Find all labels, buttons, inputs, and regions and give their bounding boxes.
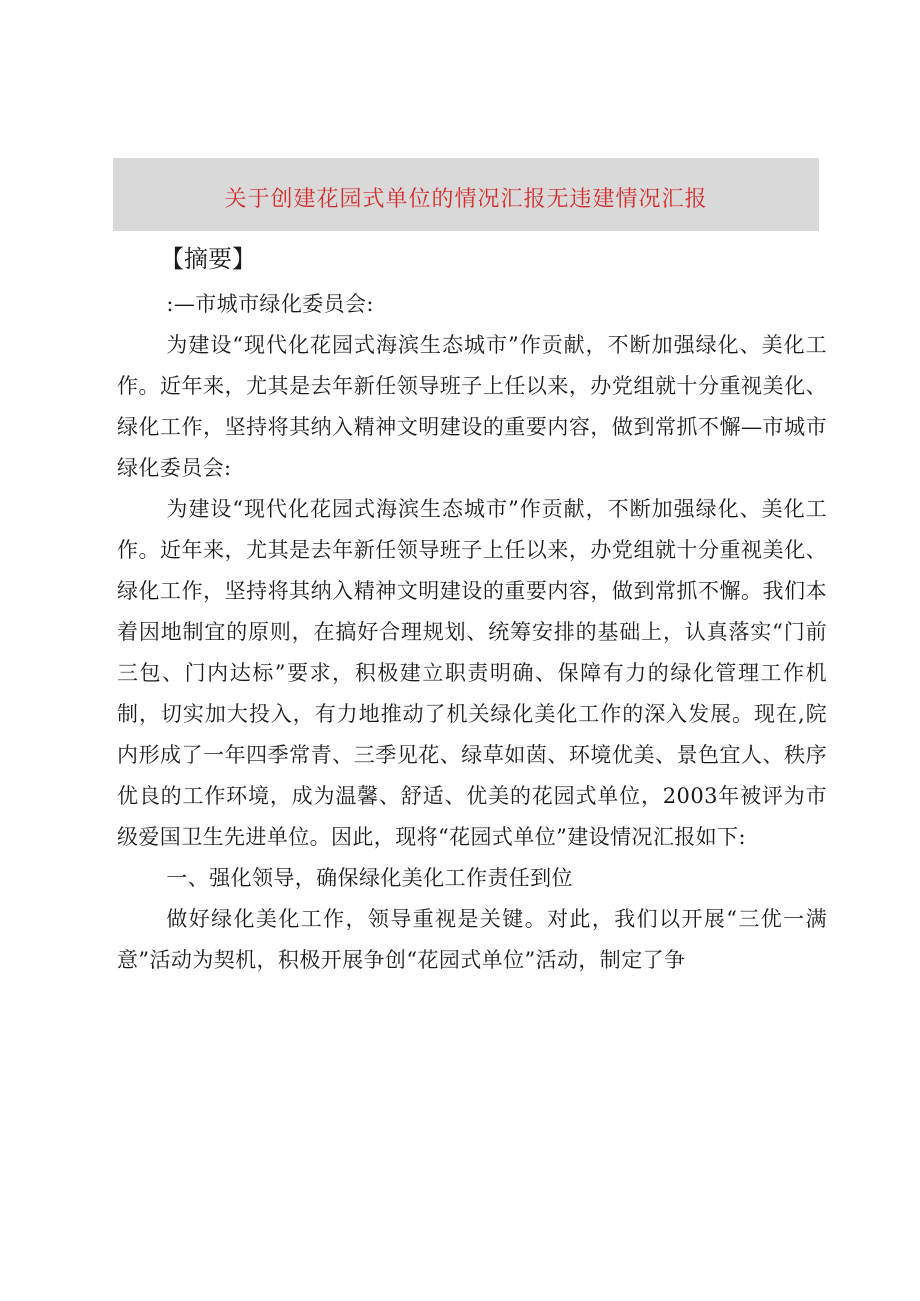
paragraph-section-1: 做好绿化美化工作，领导重视是关键。对此，我们以开展“三优一满意”活动为契机，积极开展争创“花园式单位”活动，制定了争	[117, 907, 827, 972]
paragraph-salutation: :—市城市绿化委员会:	[166, 292, 374, 316]
document-body	[117, 284, 827, 981]
title-band	[113, 158, 819, 231]
section-heading-1: 一、强化领导，确保绿化美化工作责任到位	[166, 866, 573, 890]
paragraph-main: 为建设“现代化花园式海滨生态城市”作贡献，不断加强绿化、美化工作。近年来，尤其是去年新任领导班子上任以来，办党组就十分重视美化、绿化工作，坚持将其纳入精神文明建设的重要内容，做到常抓不懈。我们本着因地制宜的原则，在搞好合理规划、统筹安排的基础上，认真落实“门前三包、门内达标”要求，积极建立职责明确、保障有力的绿化管理工作机制，切实加大投入，有力地推动了机关绿化美化工作的深入发展。现在,院内形成了一年四季常青、三季见花、绿草如茵、环境优美、景色宜人、秩序优良的工作环境，成为温馨、舒适、优美的花园式单位，2003年被评为市级爱国卫生先进单位。因此，现将“花园式单位”建设情况汇报如下:	[117, 497, 827, 849]
paragraph-intro: 为建设“现代化花园式海滨生态城市”作贡献，不断加强绿化、美化工作。近年来，尤其是去年新任领导班子上任以来，办党组就十分重视美化、绿化工作，坚持将其纳入精神文明建设的重要内容，做到常抓不懈—市城市绿化委员会:	[117, 333, 827, 480]
document-title: 关于创建花园式单位的情况汇报无违建情况汇报	[224, 187, 708, 212]
abstract-heading: 【摘要】	[160, 245, 256, 273]
